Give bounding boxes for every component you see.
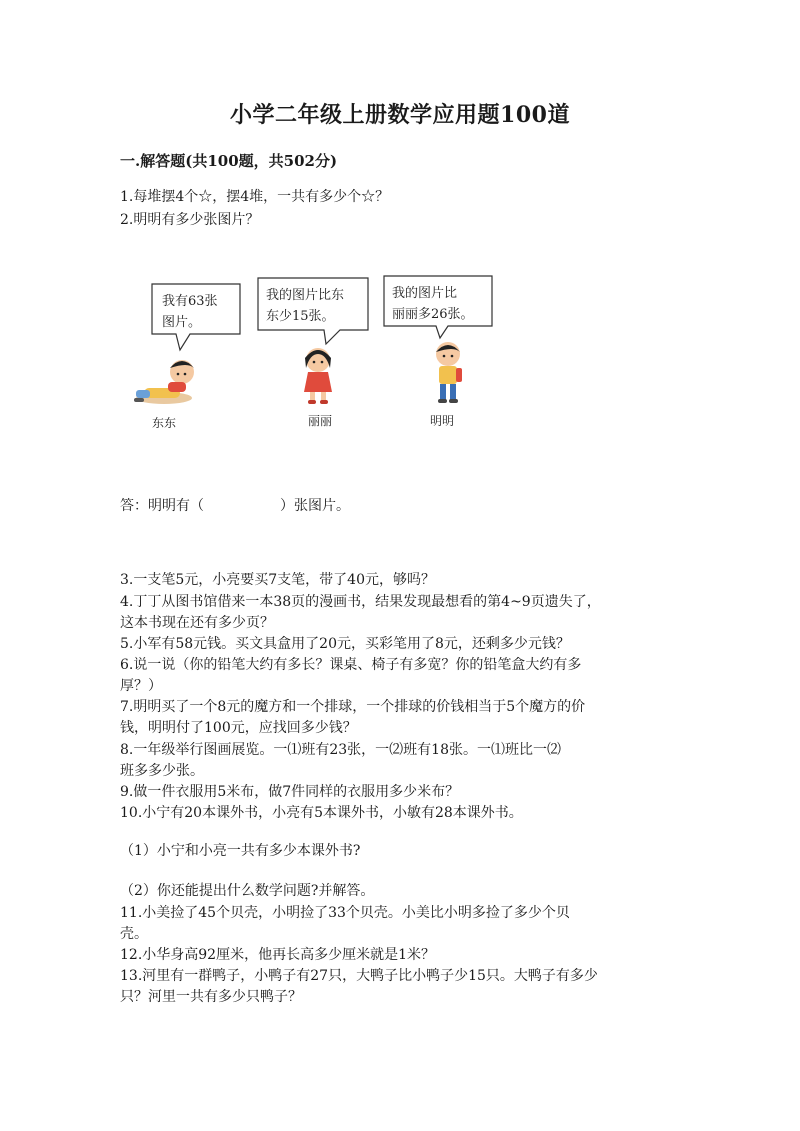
answer-prefix: 答：明明有（ [120,498,204,514]
question-line: 3.一支笔5元，小亮要买7支笔，带了40元，够吗？ [120,572,435,588]
bubble-text: 我的图片比东 [266,288,345,303]
bubble-text: 我的图片比 [392,286,458,301]
question-1: 1.每堆摆4个☆，摆4堆，一共有多少个☆？ [120,189,390,205]
question-line: 厚？） [120,678,162,694]
question-line: 11.小美捡了45个贝壳，小明捡了33个贝壳。小美比小明多捡了多少个贝 [120,905,570,921]
children-illustration [130,272,510,437]
answer-suffix: ）张图片。 [280,498,350,514]
bubble-text: 丽丽多26张。 [392,307,474,322]
question-line: 7.明明买了一个8元的魔方和一个排球，一个排球的价钱相当于5个魔方的价 [120,699,586,715]
dongdong-figure [134,360,194,404]
speech-bubble-lili [258,278,368,344]
sub-question-2: （2）你还能提出什么数学问题?并解答。 [120,883,375,899]
name-label: 东东 [152,416,177,430]
question-line: 8.一年级举行图画展览。一⑴班有23张，一⑵班有18张。一⑴班比一⑵ [120,742,561,758]
speech-bubble-dongdong [152,284,240,350]
question-2: 2.明明有多少张图片？ [120,212,260,228]
mingming-figure [436,342,462,403]
answer-line [120,495,350,515]
question-line: 6.说一说（你的铅笔大约有多长？课桌、椅子有多宽？你的铅笔盒大约有多 [120,657,582,673]
question-line: 钱，明明付了100元，应找回多少钱？ [120,720,357,736]
question-line: 13.河里有一群鸭子，小鸭子有27只，大鸭子比小鸭子少15只。大鸭子有多少 [120,968,598,984]
bubble-text: 图片。 [162,315,202,330]
question-line: 这本书现在还有多少页？ [120,615,274,631]
bubble-text: 我有63张 [162,294,218,309]
sub-question-1: （1）小宁和小亮一共有多少本课外书? [120,843,361,859]
question-line: 只？河里一共有多少只鸭子？ [120,989,302,1005]
speech-bubble-mingming [384,276,492,338]
question-line: 壳。 [120,926,148,942]
lili-figure [304,348,332,404]
question-line: 5.小军有58元钱。买文具盒用了20元，买彩笔用了8元，还剩多少元钱？ [120,636,570,652]
section-heading: 一.解答题(共100题，共502分) [120,152,338,170]
page-title: 小学二年级上册数学应用题100道 [230,102,570,128]
question-line: 4.丁丁从图书馆借来一本38页的漫画书，结果发现最想看的第4~9页遗失了， [120,594,601,610]
bubble-text: 东少15张。 [266,309,335,324]
question-line: 班多多少张。 [120,763,204,779]
name-label: 明明 [430,414,455,428]
name-label: 丽丽 [308,414,333,428]
question-line: 10.小宁有20本课外书，小亮有5本课外书，小敏有28本课外书。 [120,805,523,821]
question-line: 9.做一件衣服用5米布，做7件同样的衣服用多少米布？ [120,784,460,800]
question-line: 12.小华身高92厘米，他再长高多少厘米就是1米？ [120,947,435,963]
